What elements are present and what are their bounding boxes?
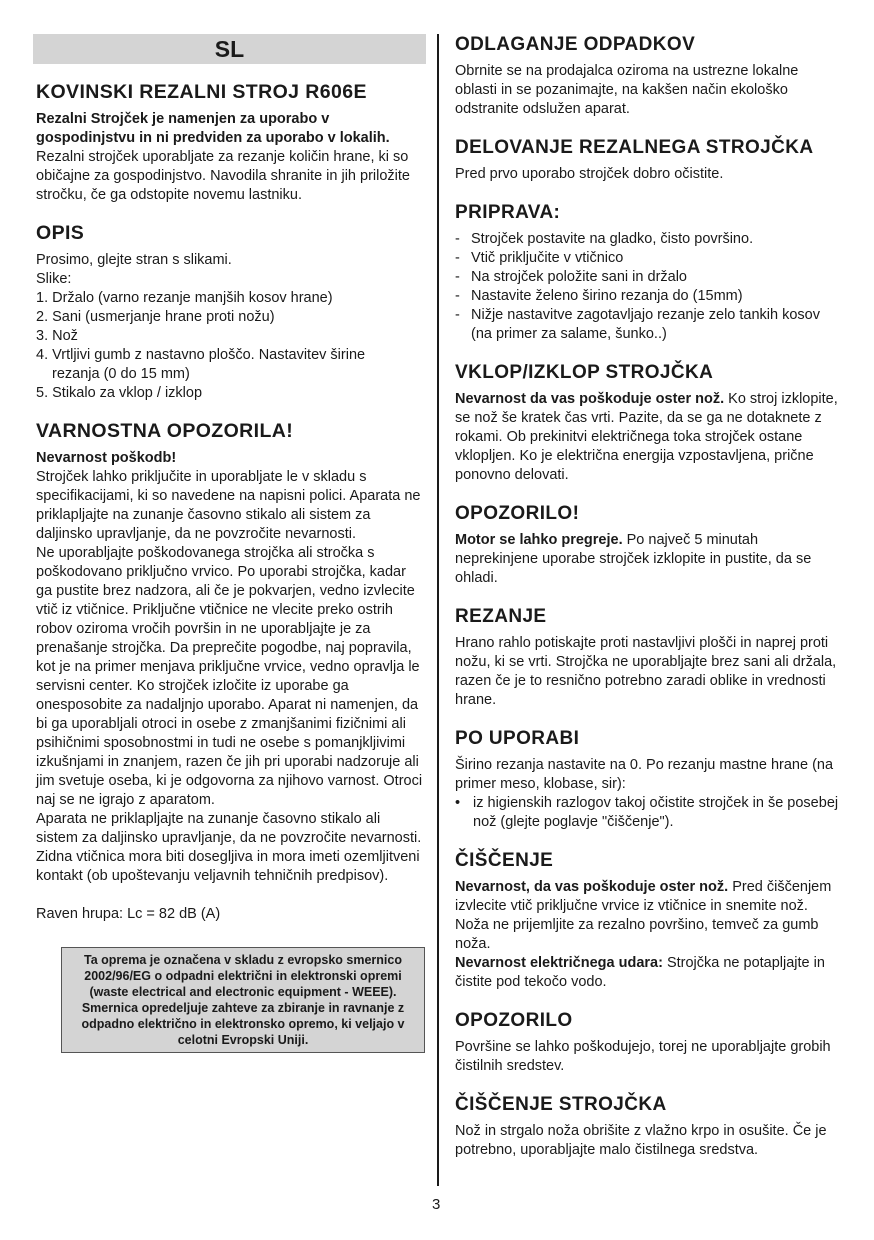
- intro-text: Rezalni strojček uporabljate za rezanje količin hrane, ki so običajne za gospodinjstvo. Navodila shranite in jih priložite stročku, če ga odstopite novemu lastniku.: [36, 149, 410, 203]
- ciscenje-heading: ČIŠČENJE: [455, 850, 554, 871]
- po-uporabi-bullet: iz higienskih razlogov takoj očistite strojček in še posebej nož (glejte poglavje "čiščenje").: [473, 795, 839, 830]
- right-column: [452, 34, 844, 1178]
- vklop-warning: Nevarnost da vas poškoduje oster nož.: [455, 391, 725, 407]
- varnostna-heading: VARNOSTNA OPOZORILA!: [36, 420, 294, 442]
- page-number: 3: [432, 1196, 441, 1213]
- document-title: KOVINSKI REZALNI STROJ R606E: [36, 81, 367, 103]
- ciscenje-section: [452, 850, 844, 992]
- list-item: rezanja (0 do 15 mm): [52, 366, 190, 382]
- list-item: - Vtič priključite v vtičnico: [455, 249, 844, 268]
- priprava-section: [452, 202, 844, 344]
- list-item: 5. Stikalo za vklop / izklop: [36, 385, 203, 401]
- delovanje-text: Pred prvo uporabo strojček dobro očistite.: [455, 166, 724, 182]
- opis-line2: Slike:: [36, 271, 72, 287]
- opozorilo2-text: Površine se lahko poškodujejo, torej ne uporabljajte grobih čistilnih sredstev.: [455, 1039, 831, 1074]
- list-item: - Na strojček položite sani in držalo: [455, 268, 844, 287]
- opozorilo1-heading: OPOZORILO!: [455, 503, 580, 524]
- opozorilo1-paragraph: [452, 531, 844, 588]
- list-item: - Nastavite želeno širino rezanja do (15mm): [455, 287, 844, 306]
- vklop-section: [452, 362, 844, 485]
- varnostna-subheading: Nevarnost poškodb!: [36, 450, 177, 466]
- ciscenje-text1: Pred čiščenjem izvlecite vtič priključne vrvice iz vtičnice in snemite nož. Noža ne prijemljite za rezalno površino, temveč za gumb noža.: [455, 879, 832, 952]
- ciscenje-strojcka-heading: ČIŠČENJE STROJČKA: [455, 1094, 667, 1115]
- list-item: - Strojček postavite na gladko, čisto površino.: [455, 230, 844, 249]
- delovanje-section: [452, 137, 844, 184]
- odlaganje-section: [452, 34, 844, 119]
- varnostna-section: [33, 420, 426, 924]
- column-divider: [437, 34, 439, 1186]
- ciscenje-strojcka-text: Nož in strgalo noža obrišite z vlažno krpo in osušite. Če je potrebno, uporabljajte malo čistilnega sredstva.: [455, 1123, 827, 1158]
- priprava-heading: PRIPRAVA:: [455, 202, 561, 223]
- noise-level: Raven hrupa: Lc = 82 dB (A): [36, 906, 221, 922]
- ciscenje-warning1: Nevarnost, da vas poškoduje oster nož.: [455, 879, 729, 895]
- opis-section: [33, 222, 426, 403]
- rezanje-heading: REZANJE: [455, 606, 547, 627]
- opozorilo2-heading: OPOZORILO: [455, 1010, 573, 1031]
- list-item: 3. Nož: [36, 328, 78, 344]
- bullet-icon: •: [455, 795, 461, 811]
- delovanje-heading: DELOVANJE REZALNEGA STROJČKA: [455, 137, 814, 158]
- left-column: [33, 34, 426, 1053]
- po-uporabi-section: [452, 728, 844, 832]
- priprava-list: [452, 230, 844, 344]
- po-uporabi-heading: PO UPORABI: [455, 728, 580, 749]
- vklop-paragraph: [452, 390, 844, 485]
- opozorilo1-text: Po največ 5 minutah neprekinjene uporabe strojček izklopite in pustite, da se ohladi.: [455, 532, 812, 586]
- varnostna-para4: Zidna vtičnica mora biti dosegljiva in mora imeti ozemljitveni kontakt (ob upoštevanju veljavnih tehničnih predpisov).: [36, 849, 420, 884]
- language-bar: SL: [33, 34, 426, 64]
- list-item: [455, 794, 844, 832]
- list-item: 1. Držalo (varno rezanje manjših kosov hrane): [36, 290, 333, 306]
- ciscenje-paragraph2: [452, 954, 844, 992]
- opozorilo1-section: [452, 503, 844, 588]
- varnostna-para1: Strojček lahko priključite in uporabljate le v skladu s specifikacijami, ki so navedene na napisni polici. Aparata ne priklapljajte na zunanje časovno stikalo ali sistem za daljinsko upravljanje, da ne povzročite nevarnosti.: [36, 469, 421, 542]
- rezanje-text: Hrano rahlo potiskajte proti nastavljivi plošči in naprej proti nožu, ki se vrti. Strojčka ne uporabljajte brez sani ali držala, razen če je to resnično potrebno zaradi oblike in vrednosti hrane.: [455, 635, 837, 708]
- po-uporabi-text: Širino rezanja nastavite na 0. Po rezanju mastne hrane (na primer meso, klobase, sir):: [455, 757, 834, 792]
- varnostna-para3: Aparata ne priklapljajte na zunanje časovno stikalo ali sistem za daljinsko upravljanje, da ne povzročite nevarnosti.: [36, 811, 422, 846]
- intro-section: [33, 81, 426, 205]
- rezanje-section: [452, 606, 844, 710]
- odlaganje-heading: ODLAGANJE ODPADKOV: [455, 34, 696, 55]
- opozorilo1-warning: Motor se lahko pregreje.: [455, 532, 623, 548]
- ciscenje-paragraph1: [452, 878, 844, 954]
- opis-line1: Prosimo, glejte stran s slikami.: [36, 252, 232, 268]
- weee-notice-box: Ta oprema je označena v skladu z evropsko smernico 2002/96/EG o odpadni električni in elektronski opremi (waste electrical and electronic equipment - WEEE). Smernica opredeljuje zahteve za zbiranje in ravnanje z odpadno električno in elektronsko opremo, ki veljajo v celotni Evropski Uniji.: [61, 947, 425, 1053]
- list-item: 2. Sani (usmerjanje hrane proti nožu): [36, 309, 275, 325]
- ciscenje-text2: Strojčka ne potapljajte in čistite pod tekočo vodo.: [455, 955, 825, 990]
- list-item: - Nižje nastavitve zagotavljajo rezanje zelo tankih kosov (na primer za salame, šunko..): [455, 306, 844, 344]
- opis-heading: OPIS: [36, 222, 85, 244]
- po-uporabi-list: [452, 794, 844, 832]
- list-item: 4. Vrtljivi gumb z nastavno ploščo. Nastavitev širine: [36, 347, 366, 363]
- ciscenje-strojcka-section: [452, 1094, 844, 1160]
- ciscenje-warning2: Nevarnost električnega udara:: [455, 955, 663, 971]
- vklop-heading: VKLOP/IZKLOP STROJČKA: [455, 362, 714, 383]
- vklop-text: Ko stroj izklopite, se nož še kratek čas vrti. Pazite, da se ga ne dotaknete z rokami. Ob prekinitvi električnega toka strojček ostane vklopljen. Ko je električna energija vzpostavljena, prične ponovno delovati.: [455, 391, 838, 483]
- opozorilo2-section: [452, 1010, 844, 1076]
- intro-bold: Rezalni Strojček je namenjen za uporabo v gospodinjstvu in ni predviden za uporabo v lokalih.: [36, 111, 390, 146]
- varnostna-para2: Ne uporabljajte poškodovanega strojčka ali stročka s poškodovano priključno vrvico. Po uporabi strojčka, kadar ga pustite brez nadzora, ali če je pokvarjen, vedno izvlecite vtič iz vtičnice. Priključne vtičnice ne vlecite preko ostrih robov oziroma vročih površin in ne uporabljajte je za prenašanje strojčka. Da preprečite pogodbe, naj popravila, kot je na primer menjava priključne vrvice, vedno opravlja le servisni center. Ko strojček izločite iz uporabe ga onesposobite za nadaljnjo uporabo. Aparat ni namenjen, da bi ga uporabljali otroci in osebe z zmanjšanimi fizičnimi ali psihičnimi sposobnostmi in tudi ne osebe s pomanjkljivimi izkušnjami in znanjem, razen če jih pri uporabi nadzoruje ali jim svetuje oseba, ki je odgovorna za njihovo varnost. Otroci naj se ne igrajo z aparatom.: [36, 545, 423, 808]
- odlaganje-text: Obrnite se na prodajalca oziroma na ustrezne lokalne oblasti in se pozanimajte, na kakšen način ekološko odstranite odslužen aparat.: [455, 63, 799, 117]
